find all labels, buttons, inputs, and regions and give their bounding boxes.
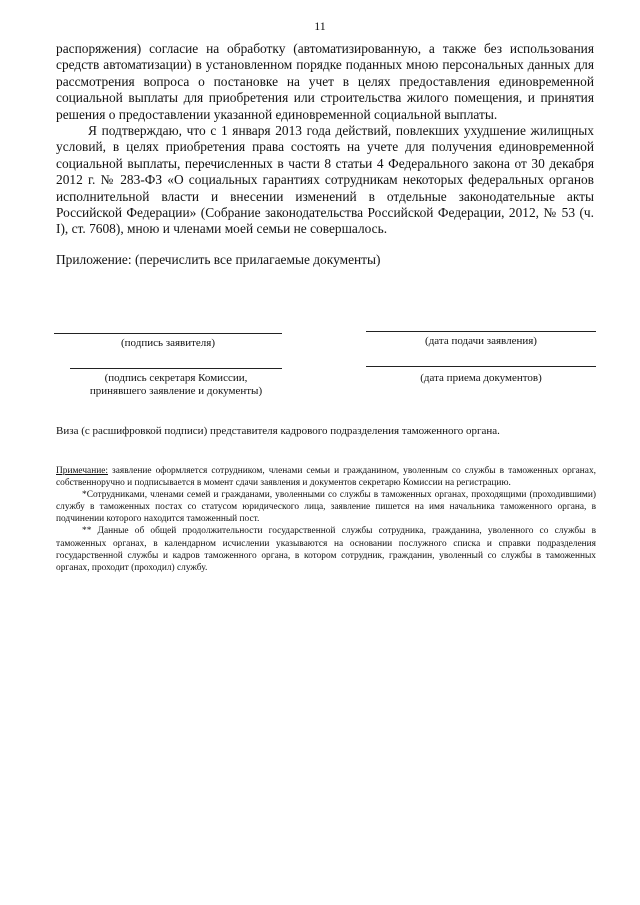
confirmation-paragraph: Я подтверждаю, что с 1 января 2013 года действий, повлекших ухудшение жилищных условий, в целях приобретения права состоять на учете для получения единовременной социальной выплаты, перечисленных в части 8 статьи 4 Федерального закона от 30 декабря 2012 г. № 283-ФЗ «О социальных гарантиях сотрудникам некоторых федеральных органов исполнительной власти и внесении изменений в отдельные законодательные акты Российской Федерации» (Собрание законодательства Российской Федерации, 2012, № 53 (ч. I), ст. 7608), мною и членами моей семьи не совершалось.: [56, 123, 594, 237]
attachment-line: Приложение: (перечислить все прилагаемые документы): [56, 251, 381, 267]
visa-line: Виза (с расшифровкой подписи) представителя кадрового подразделения таможенного органа.: [56, 425, 500, 437]
main-text: [56, 41, 594, 268]
consent-paragraph: распоряжения) согласие на обработку (автоматизированную, а также без использования средств автоматизации) в установленном порядке поданных мною персональных данных для рассмотрения вопроса о постановке на учет в целях предоставления единовременной социальной выплаты для приобретения или строительства жилого помещения, и принятия решения о предоставлении указанной единовременной социальной выплаты.: [56, 41, 594, 122]
secretary-signature-label-line1: (подпись секретаря Комиссии,: [104, 372, 248, 384]
note-main: [56, 465, 596, 489]
page-number: 11: [314, 19, 326, 33]
note-main-text: заявление оформляется сотрудником, членами семьи и гражданином, уволенным со службы в таможенных органах, собственноручно и подписывается в момент сдачи заявления и документов секретарю Комиссии на регистрацию.: [56, 466, 596, 489]
reception-date-label: (дата приема документов): [420, 372, 542, 384]
applicant-signature-label: (подпись заявителя): [120, 337, 216, 349]
submission-date-line: [366, 331, 596, 332]
reception-date-line: [366, 366, 596, 367]
submission-date-label: (дата подачи заявления): [425, 335, 537, 347]
note-label: Примечание:: [56, 466, 109, 476]
secretary-signature-label: [62, 372, 290, 398]
note-star: *Сотрудниками, членами семей и гражданами, уволенными со службы в таможенных органах, проходящими (проходившими) службу в таможенных постах со статусом юридического лица, заявление пишется на имя начальника таможенного органа, в подчинении которого находится таможенный пост.: [56, 490, 596, 525]
notes-block: [56, 465, 596, 574]
note-double-star: ** Данные об общей продолжительности государственной службы сотрудника, гражданина, уволенного со службы в таможенных органах, в календарном исчислении указываются на основании послужного списка и справки подразделения государственной службы и кадров таможенного органа, в котором сотрудник, гражданин, уволенный со службы в таможенных органах, проходит (проходил) службу.: [56, 526, 596, 573]
secretary-signature-label-line2: принявшего заявление и документы): [89, 385, 263, 397]
secretary-signature-line: [70, 368, 282, 369]
applicant-signature-line: [54, 333, 282, 334]
